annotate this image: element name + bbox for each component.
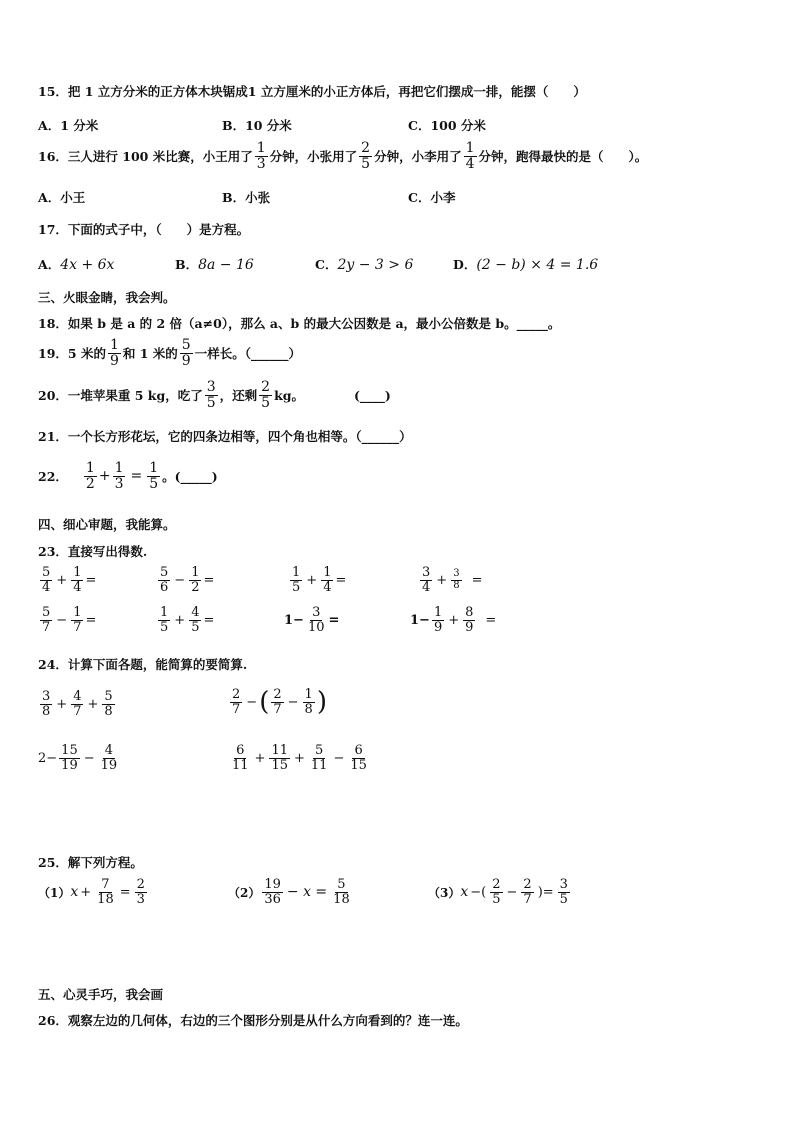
question-18: 18．如果 b 是 a 的 2 倍（a≠0），那么 a、b 的最大公因数是 a，最小公倍数是 b。_____。 (38, 316, 561, 331)
q16-option-b: B．小张 (222, 190, 271, 205)
q24-expression-2: $\frac{2}{7}$ − ( $\frac{2}{7}$ − $\frac{1}{8}$ ) (232, 687, 327, 718)
q23-item: $\frac{5}{4}$ + $\frac{1}{4}$ = (42, 565, 97, 595)
question-15: 15．把 1 立方分米的正方体木块锯成1 立方厘米的小正方体后，再把它们摆成一排，能摆（ ） (38, 84, 586, 99)
q23-item: $\frac{5}{6}$ − $\frac{1}{2}$ = (160, 565, 215, 595)
q17-option-c: C．2y − 3 > 6 (315, 257, 414, 273)
section-5-heading: 五、心灵手巧，我会画 (38, 987, 164, 1002)
q23-item: $\frac{1}{5}$ + $\frac{1}{4}$ = (292, 565, 347, 595)
fraction: $\frac{1}{9}$ (109, 337, 119, 369)
q16-option-a: A．小王 (38, 190, 86, 205)
fraction: $\frac{2}{5}$ (361, 140, 371, 172)
question-19: 19．5 米的 $\frac{1}{9}$ 和 1 米的 $\frac{5}{9}$ 一样长。（______） (38, 337, 301, 369)
fraction: $\frac{5}{9}$ (181, 337, 191, 369)
q23-item: $\frac{3}{4}$ + $\frac{3}{8}$ = (422, 565, 483, 595)
question-22: 22． $\frac{1}{2}$ + $\frac{1}{3}$ = $\frac{1}{5}$ 。(_____) (38, 460, 218, 492)
q25-equation-2: （2） $\frac{19}{36}$ − x = $\frac{5}{18}$ (228, 877, 350, 907)
q15-option-c: C．100 分米 (408, 118, 486, 133)
question-26: 26．观察左边的几何体，右边的三个图形分别是从什么方向看到的？连一连。 (38, 1013, 468, 1028)
q24-expression-3: 2− $\frac{15}{19}$ − $\frac{4}{19}$ (38, 743, 118, 773)
q23-item: 1− $\frac{3}{10}$ = (284, 605, 340, 635)
fraction: $\frac{2}{5}$ (261, 379, 271, 411)
q25-equation-3: （3） x −( $\frac{2}{5}$ − $\frac{2}{7}$ )= $\frac{3}{5}$ (428, 877, 568, 907)
q25-equation-1: （1） x + $\frac{7}{18}$ = $\frac{2}{3}$ (38, 877, 145, 907)
fraction: $\frac{1}{4}$ (465, 140, 475, 172)
q24-expression-4: $\frac{6}{11}$ + $\frac{11}{15}$ + $\frac{5}{11}$ − $\frac{6}{15}$ (232, 743, 367, 773)
q23-item: $\frac{1}{5}$ + $\frac{4}{5}$ = (160, 605, 215, 635)
section-4-heading: 四、细心审题，我能算。 (38, 517, 176, 532)
q17-option-d: D．(2 − b) × 4 = 1.6 (453, 257, 599, 273)
section-3-heading: 三、火眼金睛，我会判。 (38, 290, 176, 305)
q15-option-a: A．1 分米 (38, 118, 99, 133)
q24-expression-1: $\frac{3}{8}$ + $\frac{4}{7}$ + $\frac{5}{8}$ (42, 689, 113, 719)
q17-option-b: B．8a − 16 (175, 257, 254, 273)
q23-item: $\frac{5}{7}$ − $\frac{1}{7}$ = (42, 605, 97, 635)
fraction: $\frac{3}{5}$ (206, 379, 216, 411)
q16-option-c: C．小李 (408, 190, 456, 205)
question-21: 21．一个长方形花坛，它的四条边相等，四个角也相等。（______） (38, 429, 412, 444)
q15-option-b: B．10 分米 (222, 118, 292, 133)
fraction: $\frac{1}{3}$ (256, 140, 266, 172)
question-23: 23．直接写出得数. (38, 544, 148, 559)
q17-option-a: A．4x + 6x (38, 257, 115, 273)
question-25: 25．解下列方程。 (38, 855, 143, 870)
q23-item: 1− $\frac{1}{9}$ + $\frac{8}{9}$ = (410, 605, 497, 635)
question-17: 17．下面的式子中，（ ）是方程。 (38, 222, 250, 237)
question-16: 16．三人进行 100 米比赛，小王用了 $\frac{1}{3}$ 分钟，小张用了 $\frac{2}{5}$ 分钟，小李用了 $\frac{1}{4}$ 分钟，跑得最快的是（ ）。 (38, 140, 648, 172)
question-24: 24．计算下面各题，能简算的要简算. (38, 657, 248, 672)
question-20: 20．一堆苹果重 5 kg，吃了 $\frac{3}{5}$ ，还剩 $\frac{2}{5}$ kg。 (____) (38, 379, 391, 411)
